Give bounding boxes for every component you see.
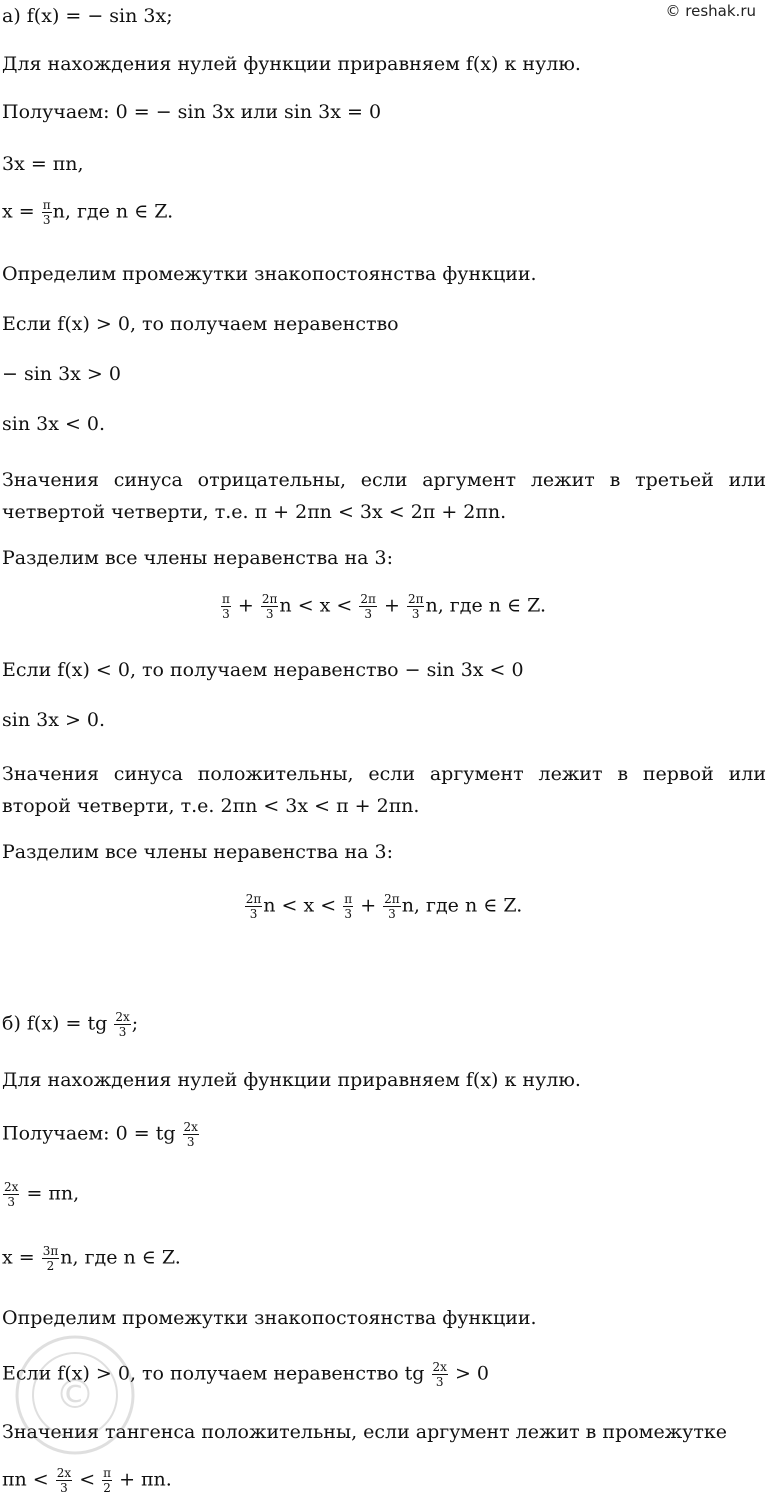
fraction (261, 592, 279, 621)
numerator: 2x (183, 1120, 198, 1134)
numerator: π (103, 1466, 112, 1480)
text: n, где n ∈ Z. (401, 894, 523, 917)
denominator: 3 (383, 906, 401, 921)
text: n, где n ∈ Z. (425, 594, 547, 617)
inequality-step2-a: sin 3x < 0. (2, 413, 106, 435)
numerator: π (42, 198, 51, 212)
text: + πn. (119, 1468, 172, 1491)
text: Если f(x) > 0, то получаем неравенство tg (2, 1362, 425, 1385)
zeros-intro-a: Для нахождения нулей функции приравняем f(x) к нулю. (2, 53, 581, 75)
fraction (114, 1010, 130, 1039)
numerator: 2x (432, 1360, 447, 1374)
divide-intro-2: Разделим все члены неравенства на 3: (2, 841, 394, 863)
operator: + (360, 894, 377, 917)
fraction (102, 1466, 112, 1495)
svg-text:©: © (55, 1372, 95, 1418)
operator: + (237, 594, 254, 617)
negative-sine-explanation: Значения синуса отрицательны, если аргумент лежит в третьей или четвертой четверти, т.е. π + 2πn < 3x < 2π + 2πn. (2, 469, 766, 523)
negative-case-a: Если f(x) < 0, то получаем неравенство − sin 3x < 0 (2, 659, 524, 681)
denominator: 2 (103, 1481, 111, 1495)
zeros-equation-a: Получаем: 0 = − sin 3x или sin 3x = 0 (2, 101, 382, 123)
inequality-result-2 (0, 892, 766, 921)
denominator: 3 (344, 907, 353, 921)
denominator: 3 (432, 1374, 448, 1389)
copyright-label: © reshak.ru (665, 2, 756, 20)
denominator: 3 (114, 1024, 130, 1039)
divide-intro-1: Разделим все члены неравенства на 3: (2, 547, 394, 569)
inequality-step1-a: − sin 3x > 0 (2, 363, 121, 385)
fraction (432, 1360, 448, 1389)
fraction (343, 892, 353, 921)
text: πn < (2, 1468, 49, 1491)
denominator: 3 (245, 906, 263, 921)
denominator: 3 (359, 606, 377, 621)
numerator: 2π (407, 592, 424, 606)
sign-intro-a: Определим промежутки знакопостоянства функции. (2, 263, 537, 285)
fraction (359, 592, 377, 621)
fraction (42, 1244, 60, 1273)
numerator: 2π (384, 892, 400, 906)
fraction (383, 892, 401, 921)
fraction (42, 198, 52, 227)
denominator: 3 (42, 213, 51, 227)
zeros-step-b (2, 1180, 79, 1209)
zeros-equation-b (2, 1120, 200, 1149)
numerator: π (221, 592, 230, 606)
numerator: 2x (4, 1180, 19, 1194)
text: > 0 (454, 1362, 490, 1385)
text: ; (131, 1012, 139, 1035)
positive-case-a: Если f(x) > 0, то получаем неравенство (2, 313, 399, 335)
text: б) f(x) = tg (2, 1012, 108, 1035)
text: n, где n ∈ Z. (60, 1246, 181, 1269)
fraction (3, 1180, 19, 1209)
text: < (79, 1468, 96, 1491)
text: n < x < (279, 594, 353, 617)
text: x = (2, 200, 35, 223)
fraction (245, 892, 263, 921)
text: = πn, (26, 1182, 80, 1205)
task-b-function (2, 1010, 138, 1039)
zeros-solution-b (2, 1244, 181, 1273)
denominator: 3 (222, 607, 230, 621)
denominator: 3 (407, 606, 425, 621)
positive-sine-explanation: Значения синуса положительны, если аргумент лежит в первой или второй четверти, т.е. 2πn < 3x < π + 2πn. (2, 763, 766, 817)
denominator: 3 (56, 1480, 72, 1495)
denominator: 3 (3, 1194, 19, 1209)
sign-intro-b: Определим промежутки знакопостоянства функции. (2, 1307, 537, 1329)
fraction (56, 1466, 72, 1495)
text: n < x < (263, 894, 337, 917)
zeros-step-a: 3x = πn, (2, 153, 84, 175)
tangent-explanation: Значения тангенса положительны, если аргумент лежит в промежутке (2, 1421, 727, 1443)
denominator: 3 (183, 1134, 199, 1149)
text: x = (2, 1246, 35, 1269)
fraction (221, 592, 231, 621)
fraction (183, 1120, 199, 1149)
numerator: 2π (261, 592, 278, 606)
tangent-interval (2, 1466, 172, 1495)
numerator: 2x (56, 1466, 72, 1480)
zeros-solution-a (2, 198, 173, 227)
inequality-result-1 (0, 592, 766, 621)
denominator: 3 (261, 606, 279, 621)
zeros-intro-b: Для нахождения нулей функции приравняем f(x) к нулю. (2, 1069, 581, 1091)
inequality-step3-a: sin 3x > 0. (2, 709, 106, 731)
positive-case-b (2, 1360, 489, 1389)
numerator: 2π (360, 592, 376, 606)
numerator: 2x (115, 1010, 130, 1024)
numerator: 3π (42, 1244, 59, 1258)
text: n, где n ∈ Z. (52, 200, 174, 223)
task-a-function: а) f(x) = − sin 3x; (2, 5, 173, 27)
fraction (407, 592, 425, 621)
text: Получаем: 0 = tg (2, 1122, 176, 1145)
numerator: π (344, 892, 353, 906)
operator: + (383, 594, 400, 617)
denominator: 2 (42, 1258, 60, 1273)
numerator: 2π (245, 892, 262, 906)
